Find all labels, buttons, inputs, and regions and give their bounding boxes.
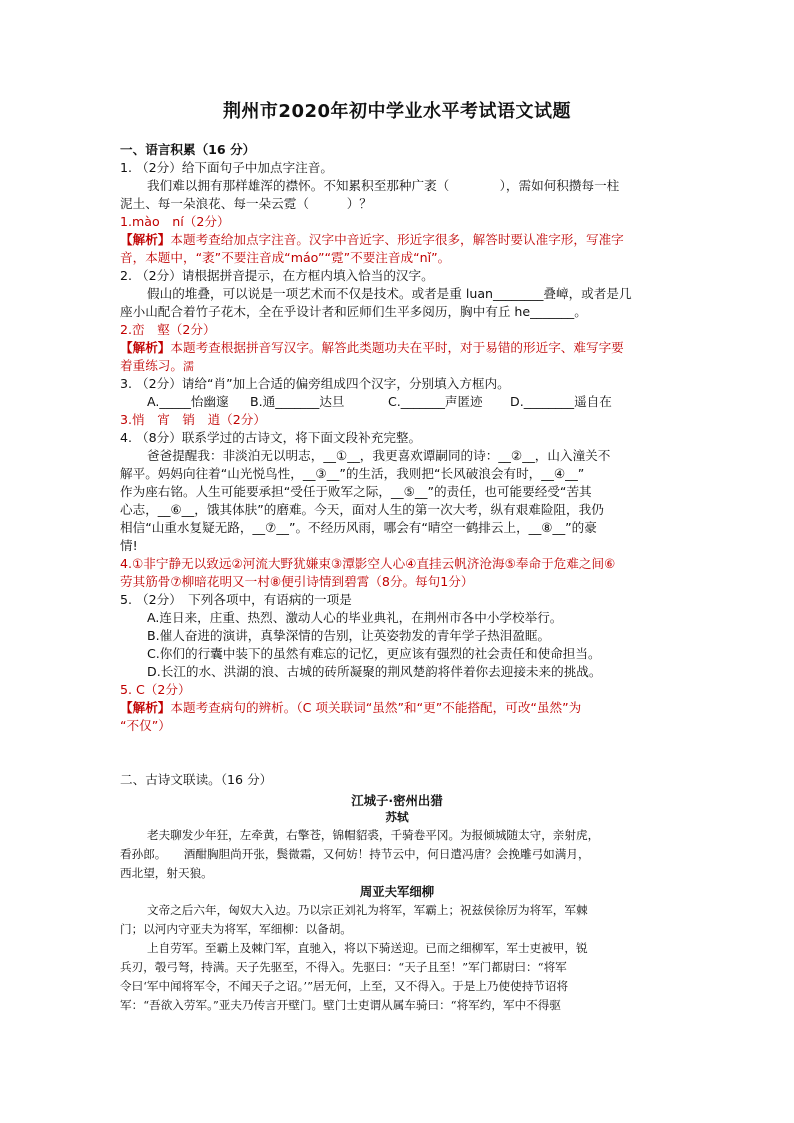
q1-answer: 1.mào ní（2分） — [120, 214, 230, 229]
prose-line-6: 军：“吾欲入劳军。”亚夫乃传言开壁门。壁门士吏谓从属车骑曰：“将军约，军中不得驱 — [120, 998, 561, 1012]
analysis-tag: 【解析】 — [120, 340, 171, 355]
prose-line-2: 门；以河内守亚夫为将军，军细柳：以备胡。 — [120, 922, 352, 936]
section-2-heading: 二、古诗文联读。（16 分） — [120, 772, 273, 787]
prose-title: 周亚夫军细柳 — [359, 884, 435, 899]
q5-answer: 5. C（2分） — [120, 682, 191, 697]
page-title: 荆州市2020年初中学业水平考试语文试题 — [222, 101, 572, 122]
q5-option-b: B.催人奋进的演讲，真挚深情的告别，让英姿勃发的青年学子热泪盈眶。 — [147, 628, 551, 643]
prose-line-5: 令曰‘军中闻将军令，不闻天子之诏。’”居无何，上至，又不得入。于是上乃使使持节诏将 — [120, 979, 569, 993]
q4-line-2: 解平。妈妈向往着“山光悦鸟性，__③__”的生活，我则把“长风破浪会有时，__④__” — [120, 466, 585, 481]
q4-stem: 4. （8分）联系学过的古诗文，将下面文段补充完整。 — [120, 430, 422, 445]
q4-answer-2: 劳其筋骨⑦柳暗花明又一村⑧便引诗情到碧霄（8分。每句1分） — [120, 574, 474, 589]
analysis-tag: 【解析】 — [120, 232, 171, 247]
q1-stem: 1. （2分）给下面句子中加点字注音。 — [120, 160, 333, 175]
q2-line-2: 座小山配合着竹子花木，全在乎设计者和匠师们生平多阅历，胸中有丘 he_______。 — [120, 304, 587, 319]
analysis-tag: 【解析】 — [120, 700, 171, 715]
q1-explanation-2: 音，本题中，“袤”不要注音成“máo”“霓”不要注音成“nǐ”。 — [120, 250, 451, 265]
q4-line-6: 情! — [120, 538, 138, 553]
q1-line-2: 泥土、每一朵浪花、每一朵云霓（ ）？ — [120, 196, 372, 211]
q4-answer-1: 4.①非宁静无以致远②河流大野犹嫌束③潭影空人心④直挂云帆济沧海⑤奉命于危难之间⑥ — [120, 556, 616, 571]
poem-line-1: 老夫聊发少年狂，左牵黄，右擎苍，锦帽貂裘，千骑卷平冈。为报倾城随太守，亲射虎， — [147, 828, 600, 842]
q3-option-d: D.________遥自在 — [510, 394, 612, 409]
q2-explanation-text-2: 着重练习。 — [120, 358, 183, 373]
poem-title: 江城子·密州出猎 — [351, 793, 443, 808]
q3-answer: 3.悄 宵 销 逍（2分） — [120, 412, 266, 427]
q1-line-1: 我们难以拥有那样雄浑的襟怀。不知累积至那种广袤（ ），需如何积攒每一柱 — [147, 178, 620, 193]
q5-explanation-2: “不仅”） — [120, 718, 171, 733]
poem-line-2: 看孙郎。 酒酣胸胆尚开张，鬓微霜，又何妨！持节云中，何日遣冯唐？会挽雕弓如满月， — [120, 847, 590, 861]
prose-line-1: 文帝之后六年，匈奴大入边。乃以宗正刘礼为将军，军霸上；祝兹侯徐厉为将军，军棘 — [147, 903, 588, 917]
prose-line-3: 上自劳军。至霸上及棘门军，直驰入，将以下骑送迎。已而之细柳军，军士吏被甲，锐 — [147, 941, 588, 955]
q2-explanation-2 — [120, 357, 194, 376]
poem-author: 苏轼 — [385, 810, 409, 824]
q2-explanation-text: 本题考查根据拼音写汉字。解答此类题功夫在平时，对于易错的形近字、难写字要 — [170, 340, 624, 355]
q3-option-a: A._____怡幽邃 — [147, 394, 229, 409]
q2-explanation-1 — [120, 339, 624, 357]
q2-line-1: 假山的堆叠，可以说是一项艺术而不仅是技术。或者是重 luan________叠嶂，或者是几 — [147, 286, 632, 301]
q3-option-b: B.通_______达旦 — [250, 394, 345, 409]
q2-answer: 2.峦 壑（2分） — [120, 322, 216, 337]
q4-line-5: 相信“山重水复疑无路，__⑦__”。不经历风雨，哪会有“晴空一鹤排云上，__⑧__”的豪 — [120, 520, 597, 535]
q5-option-d: D.长江的水、洪湖的浪、古城的砖所凝聚的荆风楚韵将伴着你去迎接未来的挑战。 — [147, 664, 602, 679]
poem-line-3: 西北望，射天狼。 — [120, 866, 213, 880]
q5-explanation-1 — [120, 699, 581, 717]
q5-option-c: C.你们的行囊中装下的虽然有难忘的记忆，更应该有强烈的社会责任和使命担当。 — [147, 646, 601, 661]
q3-option-c: C._______声匿迹 — [388, 394, 483, 409]
section-1-heading: 一、语言积累（16 分） — [120, 142, 256, 157]
q3-stem: 3. （2分）请给“肖”加上合适的偏旁组成四个汉字，分别填入方框内。 — [120, 376, 510, 391]
q4-line-3: 作为座右铭。人生可能要承担“受任于败军之际，__⑤__”的责任，也可能要经受“苦其 — [120, 484, 592, 499]
q4-line-1: 爸爸提醒我：非淡泊无以明志，__①__，我更喜欢谭嗣同的诗：__②__，山入潼关不 — [147, 448, 611, 463]
q5-stem: 5. （2分） 下列各项中，有语病的一项是 — [120, 592, 352, 607]
prose-line-4: 兵刃，彀弓弩，持满。天子先驱至，不得入。先驱曰：“天子且至！”军门都尉曰：“将军 — [120, 960, 567, 974]
q4-line-4: 心志，__⑥__，饿其体肤”的磨难。今天，面对人生的第一次大考，纵有艰难险阻，我仍 — [120, 502, 604, 517]
q2-stem: 2. （2分）请根据拼音提示，在方框内填入恰当的汉字。 — [120, 268, 434, 283]
q2-explanation-tail: 濡 — [182, 360, 194, 373]
q5-option-a: A.连日来，庄重、热烈、激动人心的毕业典礼，在荆州市各中小学校举行。 — [147, 610, 563, 625]
q1-explanation-text: 本题考查给加点字注音。汉字中音近字、形近字很多，解答时要认准字形，写准字 — [170, 232, 624, 247]
q5-explanation-text: 本题考查病句的辨析。（C 项关联词“虽然”和“更”不能搭配，可改“虽然”为 — [170, 700, 582, 715]
q1-explanation-1 — [120, 231, 624, 249]
